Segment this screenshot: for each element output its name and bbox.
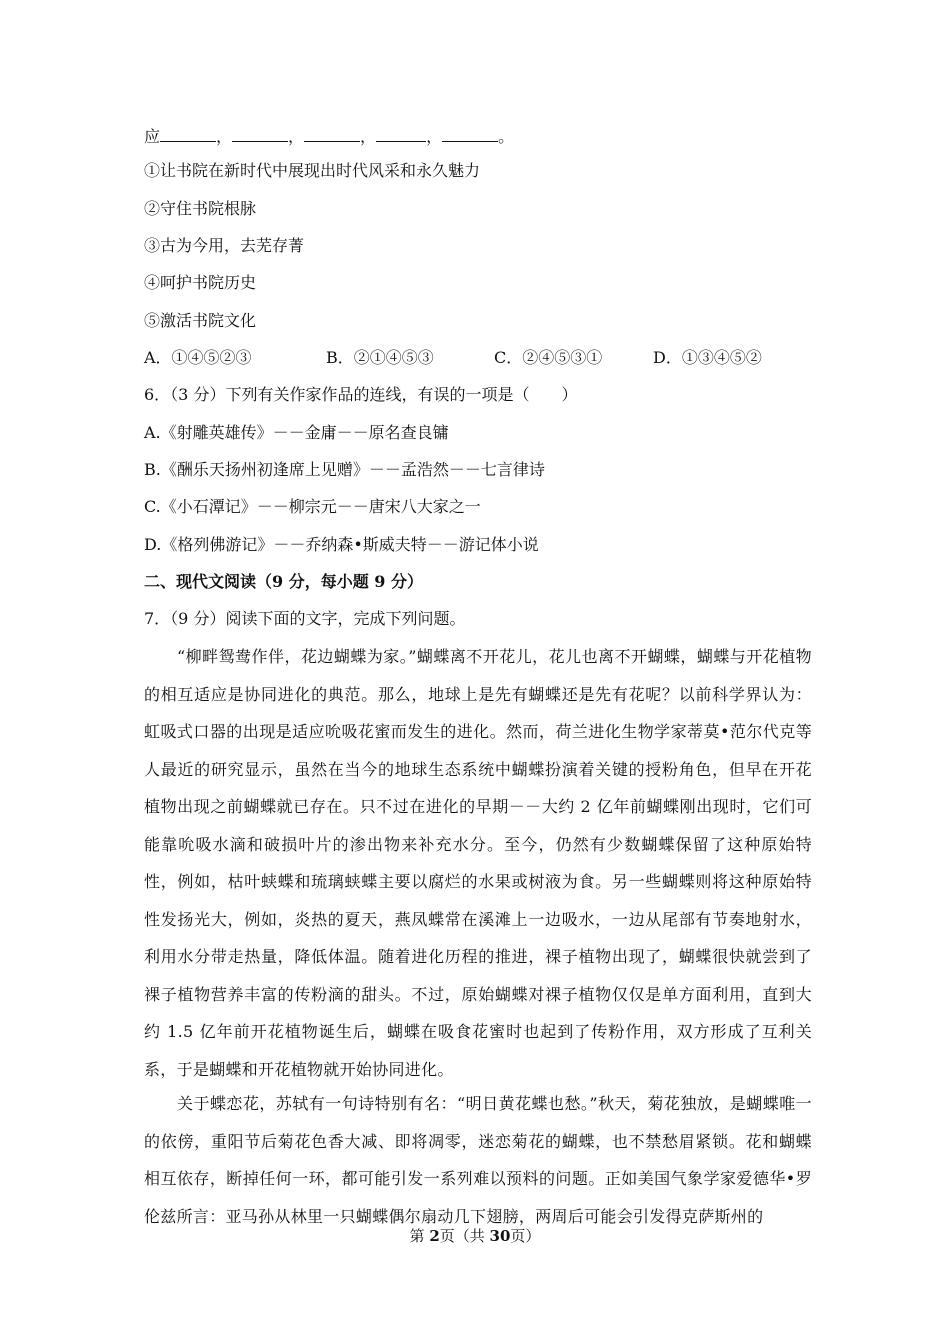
reading-paragraph-1: “柳畔鸳鸯作伴，花边蝴蝶为家。”蝴蝶离不开花儿，花儿也离不开蝴蝶，蝴蝶与开花植物的相互适应是协同进化的典范。那么，地球上是先有蝴蝶还是先有花呢？以前科学界认为：虹吸式口器的出现是适应吮吸花蜜而发生的进化。然而，荷兰进化生物学家蒂莫•范尔代克等人最近的研究显示，虽然在当今的地球生态系统中蝴蝶扮演着关键的授粉角色，但早在开花植物出现之前蝴蝶就已存在。只不过在进化的早期－－大约 2 亿年前蝴蝶刚出现时，它们可能靠吮吸水滴和破损叶片的渗出物来补充水分。至今，仍然有少数蝴蝶保留了这种原始特性，例如，枯叶蛱蝶和琉璃蛱蝶主要以腐烂的水果或树液为食。另一些蝴蝶则将这种原始特性发扬光大，例如，炎热的夏天，燕凤蝶常在溪滩上一边吸水，一边从尾部有节奏地射水，利用水分带走热量，降低体温。随着进化历程的推进，裸子植物出现了，蝴蝶很快就尝到了裸子植物营养丰富的传粉滴的甜头。不过，原始蝴蝶对裸子植物仅仅是单方面利用，直到大约 1.5 亿年前开花植物诞生后，蝴蝶在吸食花蜜时也起到了传粉作用，双方形成了互利关系，于是蝴蝶和开花植物就开始协同进化。 [144, 647, 812, 1079]
answer-blank[interactable] [442, 125, 498, 142]
footer-suffix: 页） [510, 1227, 541, 1245]
answer-blank[interactable] [232, 125, 288, 142]
q6-option-d[interactable]: D.《格列佛游记》－－乔纳森•斯威夫特－－游记体小说 [144, 535, 539, 554]
q5-lead: 应 [144, 127, 161, 146]
q5-option-c[interactable]: C．②④⑤③① [494, 348, 603, 367]
comma: ， [426, 127, 443, 146]
answer-blank[interactable] [304, 125, 360, 142]
period: 。 [498, 127, 515, 146]
q5-option-a[interactable]: A．①④⑤②③ [144, 348, 252, 367]
footer-middle: 页（共 [439, 1227, 490, 1245]
comma: ， [360, 127, 377, 146]
q5-item-4: ④呵护书院历史 [144, 273, 257, 292]
q6-option-b[interactable]: B.《酬乐天扬州初逢席上见赠》－－孟浩然－－七言律诗 [144, 460, 545, 479]
q5-item-2: ②守住书院根脉 [144, 199, 257, 218]
q6-option-c[interactable]: C.《小石潭记》－－柳宗元－－唐宋八大家之一 [144, 497, 481, 516]
q7-stem: 7．（9 分）阅读下面的文字，完成下列问题。 [144, 609, 466, 628]
comma: ， [288, 127, 305, 146]
section-heading: 二、现代文阅读（9 分，每小题 9 分） [144, 572, 423, 591]
q5-option-b[interactable]: B．②①④⑤③ [326, 348, 434, 367]
answer-blank[interactable] [376, 125, 426, 142]
reading-paragraph-2: 关于蝶恋花，苏轼有一句诗特别有名：“明日黄花蝶也愁。”秋天，菊花独放，是蝴蝶唯一的依傍，重阳节后菊花色香大减、即将凋零，迷恋菊花的蝴蝶，也不禁愁眉紧锁。花和蝴蝶相互依存，断掉任何一环，都可能引发一系列难以预料的问题。正如美国气象学家爱德华•罗伦兹所言：亚马孙从林里一只蝴蝶偶尔扇动几下翅膀，两周后可能会引发得克萨斯州的 [144, 1094, 812, 1226]
page-footer [0, 1226, 950, 1246]
q5-item-1: ①让书院在新时代中展现出时代风采和永久魅力 [144, 161, 481, 180]
footer-total-pages: 30 [489, 1227, 511, 1245]
q6-option-a[interactable]: A.《射雕英雄传》－－金庸－－原名查良镛 [144, 423, 449, 442]
q5-blanks-line [144, 125, 514, 148]
q5-item-5: ⑤激活书院文化 [144, 311, 257, 330]
q6-stem: 6．（3 分）下列有关作家作品的连线，有误的一项是（ ） [144, 385, 578, 404]
footer-prefix: 第 [409, 1227, 430, 1245]
comma: ， [216, 127, 233, 146]
q5-item-3: ③古为今用，去芜存菁 [144, 236, 305, 255]
q5-option-d[interactable]: D．①③④⑤② [653, 348, 762, 367]
answer-blank[interactable] [160, 125, 216, 142]
footer-page-number: 2 [429, 1227, 440, 1245]
